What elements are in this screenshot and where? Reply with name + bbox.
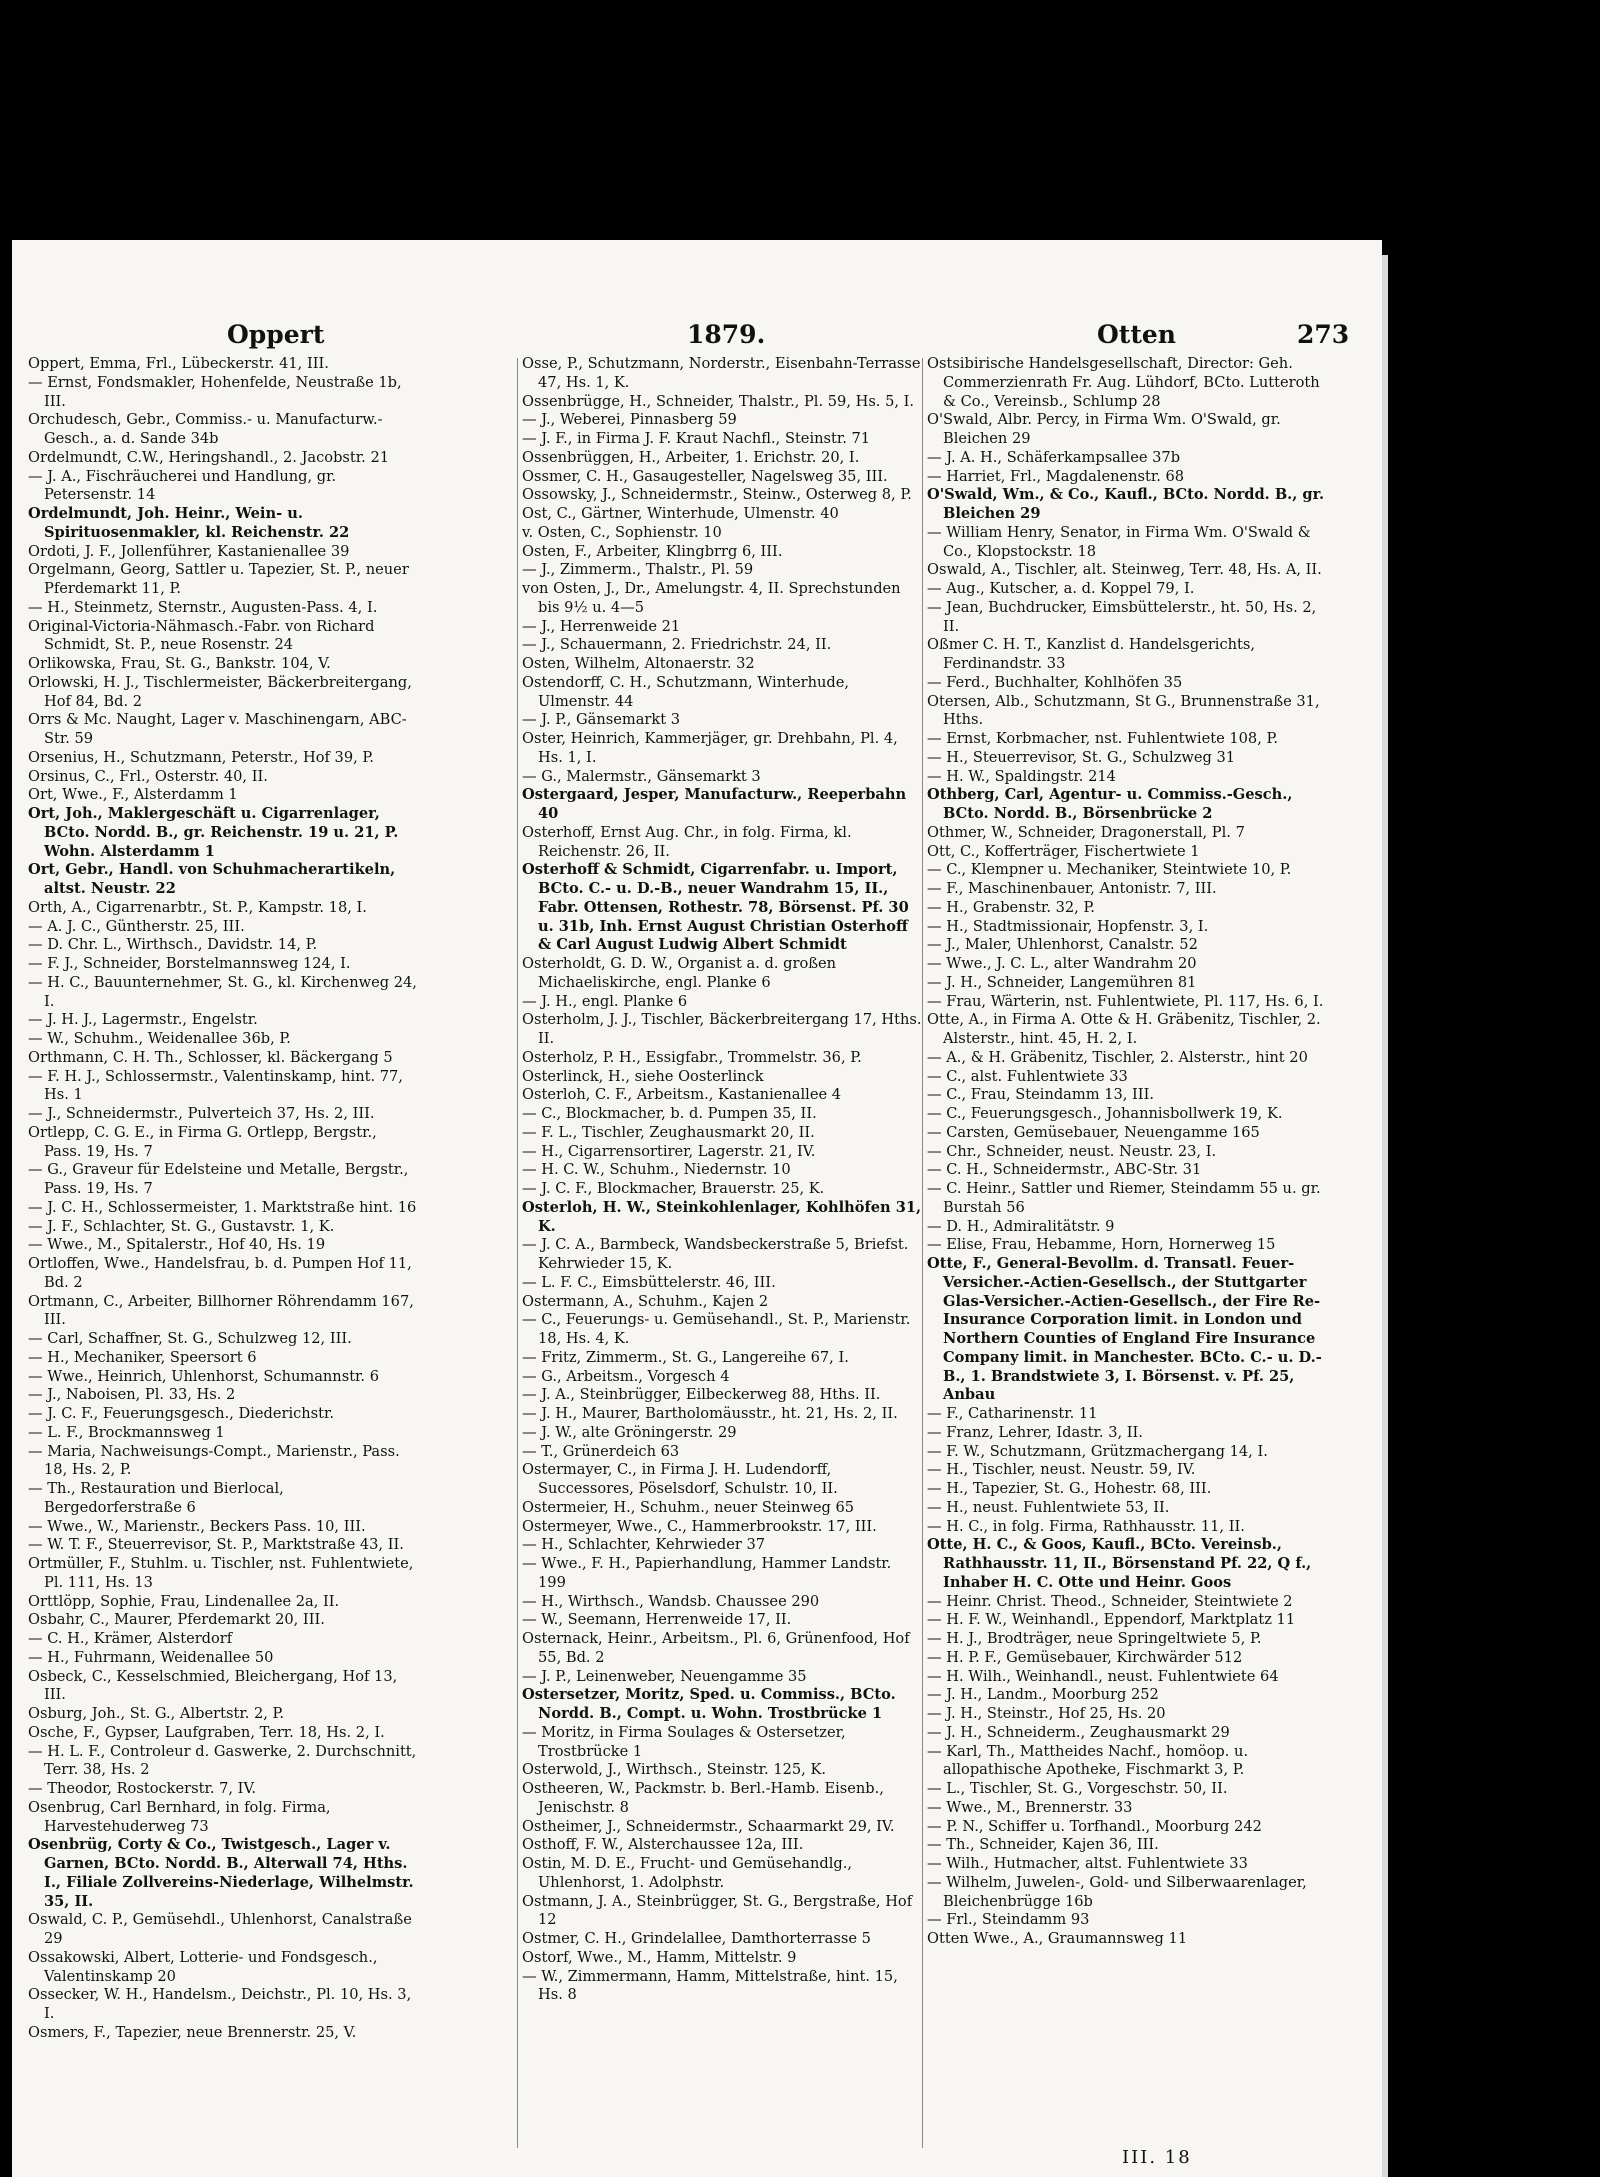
directory-entry: Osenbrüg, Corty & Co., Twistgesch., Lager v. Garnen, BCto. Nordd. B., Alterwall 74, Hths. I., Filiale Zollvereins-Niederlage, Wilhelmstr. 35, II. [28,1836,414,1910]
directory-entry: — J. A., Steinbrügger, Eilbeckerweg 88, Hths. II. [522,1386,881,1404]
directory-entry: Otte, H. C., & Goos, Kaufl., BCto. Vereinsb., Rathhausstr. 11, II., Börsenstand Pf. 22, Q f., Inhaber H. C. Otte und Heinr. Goos [927,1536,1312,1591]
directory-entry: — J. H., engl. Planke 6 [522,992,688,1010]
directory-entry: — C., Klempner u. Mechaniker, Steintwiete 10, P. [927,861,1292,879]
directory-entry: Orsenius, H., Schutzmann, Peterstr., Hof 39, P. [28,748,374,766]
directory-entry: Oßmer C. H. T., Kanzlist d. Handelsgerichts, Ferdinandstr. 33 [927,636,1256,672]
footer-signature: III. 18 [1122,2147,1192,2168]
column-divider [922,358,923,2148]
directory-entry: — J. H., Schneiderm., Zeughausmarkt 29 [927,1723,1230,1741]
directory-entry: — H., Mechaniker, Speersort 6 [28,1348,257,1366]
page-edge [1382,255,1388,2177]
directory-entry: — A. J. C., Güntherstr. 25, III. [28,917,245,935]
directory-entry: Osterloh, H. W., Steinkohlenlager, Kohlhöfen 31, K. [522,1198,922,1235]
directory-entry: — G., Arbeitsm., Vorgesch 4 [522,1367,730,1385]
directory-entry: — H. F. W., Weinhandl., Eppendorf, Marktplatz 11 [927,1611,1296,1629]
directory-entry: — Carl, Schaffner, St. G., Schulzweg 12, III. [28,1330,352,1347]
directory-entry: — Moritz, in Firma Soulages & Ostersetzer, Trostbrücke 1 [522,1723,846,1760]
directory-entry: — Aug., Kutscher, a. d. Koppel 79, I. [927,580,1195,597]
directory-entry: — C., alst. Fuhlentwiete 33 [927,1067,1128,1085]
directory-entry: Otte, A., in Firma A. Otte & H. Gräbenitz, Tischler, 2. Alsterstr., hint. 45, H. 2, I. [927,1011,1321,1047]
directory-entry: Osbahr, C., Maurer, Pferdemarkt 20, III. [28,1611,325,1629]
directory-entry: Ostermeyer, Wwe., C., Hammerbrookstr. 17, III. [522,1517,877,1535]
directory-entry: Ossenbrüggen, H., Arbeiter, 1. Erichstr. 20, I. [522,448,860,466]
directory-entry: Osterhoff & Schmidt, Cigarrenfabr. u. Import, BCto. C.- u. D.-B., neuer Wandrahm 15, II., Fabr. Ottensen, Rothestr. 78, Börsenst. Pf. 30 u. 31b, Inh. Ernst August Christian Osterhoff & Carl August Ludwig Albert Schmidt [522,861,909,954]
directory-entry: Oswald, A., Tischler, alt. Steinweg, Terr. 48, Hs. A, II. [927,561,1322,579]
directory-entry: — J., Naboisen, Pl. 33, Hs. 2 [28,1386,236,1404]
directory-entry: Oswald, C. P., Gemüsehdl., Uhlenhorst, Canalstraße 29 [28,1911,412,1947]
directory-entry: Ostsibirische Handelsgesellschaft, Director: Geh. Commerzienrath Fr. Aug. Lühdorf, BCto. Lutteroth & Co., Vereinsb., Schlump 28 [927,355,1320,410]
directory-entry: — W., Zimmermann, Hamm, Mittelstraße, hint. 15, Hs. 8 [522,1967,898,2004]
directory-entry: Osten, Wilhelm, Altonaerstr. 32 [522,655,755,672]
directory-entry: Othmer, W., Schneider, Dragonerstall, Pl. 7 [927,823,1245,841]
directory-entry: — D. H., Admiralitätstr. 9 [927,1217,1115,1235]
directory-entry: — Wwe., Heinrich, Uhlenhorst, Schumannstr. 6 [28,1367,379,1385]
directory-entry: Otte, F., General-Bevollm. d. Transatl. Feuer-Versicher.-Actien-Gesellsch., der Stuttgarter Glas-Versicher.-Actien-Gesellsch., der Fire Re-Insurance Corporation limit. in London und Northern Counties of England Fire Insurance Company limit. in Manchester. BCto. C.- u. D.-B., 1. Brandstwiete 3, I. Börsenst. v. Pf. 25, Anbau [927,1255,1322,1404]
directory-entry: Osterholm, J. J., Tischler, Bäckerbreitergang 17, Hths. II. [522,1011,922,1047]
directory-entry: — H., Wirthsch., Wandsb. Chaussee 290 [522,1592,820,1610]
directory-entry: — J. H., Steinstr., Hof 25, Hs. 20 [927,1705,1166,1722]
directory-entry: Ostheimer, J., Schneidermstr., Schaarmarkt 29, IV. [522,1817,895,1835]
directory-entry: Osterloh, C. F., Arbeitsm., Kastanienallee 4 [522,1086,842,1104]
directory-entry: — Fritz, Zimmerm., St. G., Langereihe 67, I. [522,1348,849,1366]
directory-entry: — H., Schlachter, Kehrwieder 37 [522,1536,766,1554]
directory-entry: — C. Heinr., Sattler und Riemer, Steindamm 55 u. gr. Burstah 56 [927,1180,1321,1216]
directory-entry: — Maria, Nachweisungs-Compt., Marienstr., Pass. 18, Hs. 2, P. [28,1442,400,1479]
column-2 [522,355,922,2155]
directory-entry: Osterlinck, H., siehe Oosterlinck [522,1067,764,1085]
directory-entry: von Osten, J., Dr., Amelungstr. 4, II. Sprechstunden bis 9½ u. 4—5 [522,580,901,616]
directory-entry: Ossmer, C. H., Gasaugesteller, Nagelsweg 35, III. [522,467,888,485]
directory-entry: — J. H., Landm., Moorburg 252 [927,1686,1159,1704]
directory-entry: — J. A., Fischräucherei und Handlung, gr. Petersenstr. 14 [28,467,337,504]
directory-entry: — Franz, Lehrer, Idastr. 3, II. [927,1423,1143,1441]
directory-entry: — Jean, Buchdrucker, Eimsbüttelerstr., ht. 50, Hs. 2, II. [927,598,1317,635]
directory-entry: Osenbrug, Carl Bernhard, in folg. Firma, Harvestehuderweg 73 [28,1798,331,1835]
header-left: Oppert [227,320,325,349]
directory-entry: — W., Schuhm., Weidenallee 36b, P. [28,1030,291,1047]
directory-entry: — C., Feuerungsgesch., Johannisbollwerk 19, K. [927,1105,1283,1122]
directory-entry: — J., Zimmerm., Thalstr., Pl. 59 [522,561,754,579]
directory-entry: Orttlöpp, Sophie, Frau, Lindenallee 2a, II. [28,1592,340,1610]
directory-entry: — H. Wilh., Weinhandl., neust. Fuhlentwiete 64 [927,1667,1279,1685]
directory-entry: — W., Seemann, Herrenweide 17, II. [522,1611,792,1629]
directory-entry: Ostorf, Wwe., M., Hamm, Mittelstr. 9 [522,1948,797,1966]
directory-entry: Osmers, F., Tapezier, neue Brennerstr. 25, V. [28,2023,357,2041]
directory-entry: — Elise, Frau, Hebamme, Horn, Hornerweg 15 [927,1236,1276,1254]
directory-entry: Ortloffen, Wwe., Handelsfrau, b. d. Pumpen Hof 11, Bd. 2 [28,1255,412,1291]
directory-entry: Ort, Joh., Maklergeschäft u. Cigarrenlager, BCto. Nordd. B., gr. Reichenstr. 19 u. 21, P. Wohn. Alsterdamm 1 [28,805,399,860]
directory-entry: Ost, C., Gärtner, Winterhude, Ulmenstr. 40 [522,505,839,522]
directory-entry: — J. P., Leinenweber, Neuengamme 35 [522,1667,807,1685]
directory-entry: Otersen, Alb., Schutzmann, St G., Brunnenstraße 31, Hths. [927,692,1320,729]
directory-entry: Ortmüller, F., Stuhlm. u. Tischler, nst. Fuhlentwiete, Pl. 111, Hs. 13 [28,1555,414,1591]
directory-entry: — L. F. C., Eimsbüttelerstr. 46, III. [522,1273,776,1291]
directory-entry: Orrs & Mc. Naught, Lager v. Maschinengarn, ABC-Str. 59 [28,711,407,747]
column-divider [517,358,518,2148]
directory-entry: — H. C., in folg. Firma, Rathhausstr. 11, II. [927,1517,1245,1535]
directory-entry: — J. H. J., Lagermstr., Engelstr. [28,1011,258,1029]
directory-entry: — H., Tischler, neust. Neustr. 59, IV. [927,1461,1196,1479]
directory-entry: Ossowsky, J., Schneidermstr., Steinw., Osterweg 8, P. [522,486,912,504]
directory-entry: Osternack, Heinr., Arbeitsm., Pl. 6, Grünenfood, Hof 55, Bd. 2 [522,1630,910,1666]
directory-entry: — F. L., Tischler, Zeughausmarkt 20, II. [522,1123,815,1141]
directory-entry: — Wwe., J. C. L., alter Wandrahm 20 [927,955,1197,972]
directory-entry: Osse, P., Schutzmann, Norderstr., Eisenbahn-Terrasse 47, Hs. 1, K. [522,355,921,391]
directory-entry: — J. H., Maurer, Bartholomäusstr., ht. 21, Hs. 2, II. [522,1405,898,1422]
directory-entry: — F. W., Schutzmann, Grützmachergang 14, I. [927,1442,1268,1460]
directory-page [12,240,1382,2177]
directory-entry: — F. J., Schneider, Borstelmannsweg 124, I. [28,955,351,972]
directory-entry: Othberg, Carl, Agentur- u. Commiss.-Gesch., BCto. Nordd. B., Börsenbrücke 2 [927,786,1293,822]
directory-entry: Orgelmann, Georg, Sattler u. Tapezier, St. P., neuer Pferdemarkt 11, P. [28,561,409,597]
directory-entry: — C. H., Krämer, Alsterdorf [28,1630,233,1647]
directory-entry: Oster, Heinrich, Kammerjäger, gr. Drehbahn, Pl. 4, Hs. 1, I. [522,730,898,766]
directory-entry: — Ernst, Fondsmakler, Hohenfelde, Neustraße 1b, III. [28,373,402,410]
directory-entry: — H. J., Brodträger, neue Springeltwiete 5, P. [927,1630,1262,1647]
directory-entry: — L., Tischler, St. G., Vorgeschstr. 50, II. [927,1780,1228,1797]
directory-entry: Osterholdt, G. D. W., Organist a. d. großen Michaeliskirche, engl. Planke 6 [522,955,837,991]
directory-entry: — J., Herrenweide 21 [522,617,681,635]
directory-entry: — Heinr. Christ. Theod., Schneider, Steintwiete 2 [927,1592,1293,1610]
directory-entry: — W. T. F., Steuerrevisor, St. P., Marktstraße 43, II. [28,1536,404,1554]
directory-entry: — J. C. F., Feuerungsgesch., Diederichstr. [28,1405,335,1422]
directory-entry: Orth, A., Cigarrenarbtr., St. P., Kampstr. 18, I. [28,898,367,916]
directory-entry: — J., Weberei, Pinnasberg 59 [522,411,737,429]
directory-entry: Osten, F., Arbeiter, Klingbrrg 6, III. [522,542,783,560]
directory-entry: — Ernst, Korbmacher, nst. Fuhlentwiete 108, P. [927,730,1278,747]
directory-entry: Ossakowski, Albert, Lotterie- und Fondsgesch., Valentinskamp 20 [28,1948,378,1985]
directory-entry: — H., Steuerrevisor, St. G., Schulzweg 31 [927,748,1236,766]
directory-entry: — J., Schauermann, 2. Friedrichstr. 24, II. [522,636,832,654]
directory-entry: Ossenbrügge, H., Schneider, Thalstr., Pl. 59, Hs. 5, I. [522,392,915,410]
directory-entry: Osbeck, C., Kesselschmied, Bleichergang, Hof 13, III. [28,1667,398,1704]
directory-entry: Ostermann, A., Schuhm., Kajen 2 [522,1292,769,1310]
column-1 [28,355,418,2155]
directory-entry: — J. A. H., Schäferkampsallee 37b [927,448,1181,466]
directory-entry: — J. H., Schneider, Langemühren 81 [927,973,1197,991]
column-3 [927,355,1337,2155]
directory-entry: Ordelmundt, C.W., Heringshandl., 2. Jacobstr. 21 [28,448,390,466]
directory-entry: — Wwe., M., Spitalerstr., Hof 40, Hs. 19 [28,1236,326,1254]
directory-entry: Ostmann, J. A., Steinbrügger, St. G., Bergstraße, Hof 12 [522,1892,913,1929]
directory-entry: — D. Chr. L., Wirthsch., Davidstr. 14, P. [28,936,318,954]
directory-entry: — F. H. J., Schlossermstr., Valentinskamp, hint. 77, Hs. 1 [28,1067,403,1104]
directory-entry: Ossecker, W. H., Handelsm., Deichstr., Pl. 10, Hs. 3, I. [28,1986,412,2022]
directory-entry: — Wilh., Hutmacher, altst. Fuhlentwiete 33 [927,1855,1248,1872]
directory-entry: — J. P., Gänsemarkt 3 [522,711,681,729]
directory-entry: Orlikowska, Frau, St. G., Bankstr. 104, V. [28,655,331,672]
directory-entry: — A., & H. Gräbenitz, Tischler, 2. Alsterstr., hint 20 [927,1048,1308,1066]
directory-entry: — J. C. A., Barmbeck, Wandsbeckerstraße 5, Briefst. Kehrwieder 15, K. [522,1236,909,1272]
directory-entry: Osburg, Joh., St. G., Albertstr. 2, P. [28,1705,285,1722]
directory-entry: — H. L. F., Controleur d. Gaswerke, 2. Durchschnitt, Terr. 38, Hs. 2 [28,1742,417,1779]
header-year: 1879. [687,320,766,349]
directory-entry: — Wwe., F. H., Papierhandlung, Hammer Landstr. 199 [522,1555,892,1591]
directory-entry: — C., Blockmacher, b. d. Pumpen 35, II. [522,1105,817,1122]
directory-entry: Ostersetzer, Moritz, Sped. u. Commiss., BCto. Nordd. B., Compt. u. Wohn. Trostbrücke 1 [522,1686,896,1722]
directory-entry: — G., Graveur für Edelsteine und Metalle, Bergstr., Pass. 19, Hs. 7 [28,1161,409,1197]
directory-entry: Oppert, Emma, Frl., Lübeckerstr. 41, III. [28,355,329,372]
directory-entry: — J., Schneidermstr., Pulverteich 37, Hs. 2, III. [28,1105,375,1122]
directory-entry: — J., Maler, Uhlenhorst, Canalstr. 52 [927,936,1198,954]
directory-entry: — C. H., Schneidermstr., ABC-Str. 31 [927,1161,1202,1179]
directory-entry: — J. F., Schlachter, St. G., Gustavstr. 1, K. [28,1217,335,1235]
directory-entry: — H. W., Spaldingstr. 214 [927,767,1116,785]
directory-entry: — Th., Restauration und Bierlocal, Bergedorferstraße 6 [28,1480,284,1516]
directory-entry: — T., Grünerdeich 63 [522,1442,680,1460]
directory-entry: v. Osten, C., Sophienstr. 10 [522,523,722,541]
directory-entry: Ott, C., Kofferträger, Fischertwiete 1 [927,842,1200,860]
directory-entry: Ostmer, C. H., Grindelallee, Damthorterrasse 5 [522,1930,871,1947]
directory-entry: — J. F., in Firma J. F. Kraut Nachfl., Steinstr. 71 [522,430,871,447]
directory-entry: — J. C. H., Schlossermeister, 1. Marktstraße hint. 16 [28,1198,417,1216]
directory-entry: — Frau, Wärterin, nst. Fuhlentwiete, Pl. 117, Hs. 6, I. [927,992,1324,1010]
directory-entry: — H., Cigarrensortirer, Lagerstr. 21, IV. [522,1142,816,1160]
directory-entry: — H., Tapezier, St. G., Hohestr. 68, III. [927,1480,1212,1497]
directory-entry: Ort, Gebr., Handl. von Schuhmacherartikeln, altst. Neustr. 22 [28,861,396,897]
directory-entry: Ortlepp, C. G. E., in Firma G. Ortlepp, Bergstr., Pass. 19, Hs. 7 [28,1123,377,1160]
directory-entry: — Karl, Th., Mattheides Nachf., homöop. u. allopathische Apotheke, Fischmarkt 3, P. [927,1742,1249,1779]
directory-entry: — J. C. F., Blockmacher, Brauerstr. 25, K. [522,1180,825,1197]
directory-entry: — Theodor, Rostockerstr. 7, IV. [28,1780,257,1797]
directory-entry: — H., Grabenstr. 32, P. [927,898,1095,916]
directory-entry: Ostermayer, C., in Firma J. H. Ludendorff, Successores, Pöselsdorf, Schulstr. 10, II. [522,1461,838,1497]
directory-entry: Osthoff, F. W., Alsterchaussee 12a, III. [522,1836,804,1854]
directory-entry: — H. P. F., Gemüsebauer, Kirchwärder 512 [927,1648,1243,1666]
directory-entry: — H., Stadtmissionair, Hopfenstr. 3, I. [927,917,1209,935]
directory-entry: Ostendorff, C. H., Schutzmann, Winterhude, Ulmenstr. 44 [522,673,849,710]
directory-entry: — H., Steinmetz, Sternstr., Augusten-Pass. 4, I. [28,598,378,616]
directory-entry: O'Swald, Wm., & Co., Kaufl., BCto. Nordd. B., gr. Bleichen 29 [927,486,1325,522]
directory-entry: — L. F., Brockmannsweg 1 [28,1423,225,1441]
directory-entry: Orchudesch, Gebr., Commiss.- u. Manufacturw.-Gesch., a. d. Sande 34b [28,411,383,447]
directory-entry: Osterhoff, Ernst Aug. Chr., in folg. Firma, kl. Reichenstr. 26, II. [522,823,852,860]
directory-entry: — Ferd., Buchhalter, Kohlhöfen 35 [927,673,1183,691]
directory-entry: Ort, Wwe., F., Alsterdamm 1 [28,786,238,804]
directory-entry: Ostergaard, Jesper, Manufacturw., Reeperbahn 40 [522,786,907,822]
directory-entry: Ortmann, C., Arbeiter, Billhorner Röhrendamm 167, III. [28,1292,414,1329]
directory-entry: Ostin, M. D. E., Frucht- und Gemüsehandlg., Uhlenhorst, 1. Adolphstr. [522,1855,852,1891]
page-number: 273 [1297,320,1350,349]
directory-entry: — Frl., Steindamm 93 [927,1911,1090,1929]
directory-entry: — C., Feuerungs- u. Gemüsehandl., St. P., Marienstr. 18, Hs. 4, K. [522,1311,911,1347]
directory-entry: — H. C., Bauunternehmer, St. G., kl. Kirchenweg 24, I. [28,973,417,1010]
header-right: Otten [1097,320,1176,349]
directory-entry: — P. N., Schiffer u. Torfhandl., Moorburg 242 [927,1817,1262,1835]
directory-entry: — C., Frau, Steindamm 13, III. [927,1086,1154,1104]
directory-entry: Ostermeier, H., Schuhm., neuer Steinweg 65 [522,1498,855,1516]
directory-entry: Osche, F., Gypser, Laufgraben, Terr. 18, Hs. 2, I. [28,1723,385,1741]
directory-entry: Osterwold, J., Wirthsch., Steinstr. 125, K. [522,1761,827,1779]
directory-entry: Ordelmundt, Joh. Heinr., Wein- u. Spirituosenmakler, kl. Reichenstr. 22 [28,505,350,541]
directory-entry: — J. W., alte Gröningerstr. 29 [522,1423,737,1441]
directory-entry: Orthmann, C. H. Th., Schlosser, kl. Bäckergang 5 [28,1048,393,1066]
directory-entry: — Wwe., M., Brennerstr. 33 [927,1798,1133,1816]
directory-entry: Ordoti, J. F., Jollenführer, Kastanienallee 39 [28,542,350,560]
directory-entry: Ostheeren, W., Packmstr. b. Berl.-Hamb. Eisenb., Jenischstr. 8 [522,1780,884,1816]
directory-entry: Original-Victoria-Nähmasch.-Fabr. von Richard Schmidt, St. P., neue Rosenstr. 24 [28,617,375,654]
directory-entry: — F., Maschinenbauer, Antonistr. 7, III. [927,880,1217,897]
directory-entry: — Harriet, Frl., Magdalenenstr. 68 [927,467,1185,485]
directory-entry: — H., neust. Fuhlentwiete 53, II. [927,1498,1170,1516]
directory-entry: — Carsten, Gemüsebauer, Neuengamme 165 [927,1123,1260,1141]
directory-entry: — William Henry, Senator, in Firma Wm. O'Swald & Co., Klopstockstr. 18 [927,523,1311,560]
directory-entry: O'Swald, Albr. Percy, in Firma Wm. O'Swald, gr. Bleichen 29 [927,411,1281,447]
directory-entry: — Wilhelm, Juwelen-, Gold- und Silberwaarenlager, Bleichenbrügge 16b [927,1873,1307,1910]
directory-entry: — H., Fuhrmann, Weidenallee 50 [28,1648,274,1666]
directory-entry: — G., Malermstr., Gänsemarkt 3 [522,767,761,785]
directory-entry: Orlowski, H. J., Tischlermeister, Bäckerbreitergang, Hof 84, Bd. 2 [28,673,412,710]
directory-entry: — Th., Schneider, Kajen 36, III. [927,1836,1159,1854]
directory-entry: Otten Wwe., A., Graumannsweg 11 [927,1930,1188,1947]
directory-entry: Orsinus, C., Frl., Osterstr. 40, II. [28,767,268,785]
directory-entry: — Wwe., W., Marienstr., Beckers Pass. 10, III. [28,1517,366,1535]
directory-entry: — Chr., Schneider, neust. Neustr. 23, I. [927,1142,1217,1160]
directory-entry: — F., Catharinenstr. 11 [927,1405,1098,1422]
directory-entry: — H. C. W., Schuhm., Niedernstr. 10 [522,1161,791,1179]
directory-entry: Osterholz, P. H., Essigfabr., Trommelstr. 36, P. [522,1048,862,1066]
